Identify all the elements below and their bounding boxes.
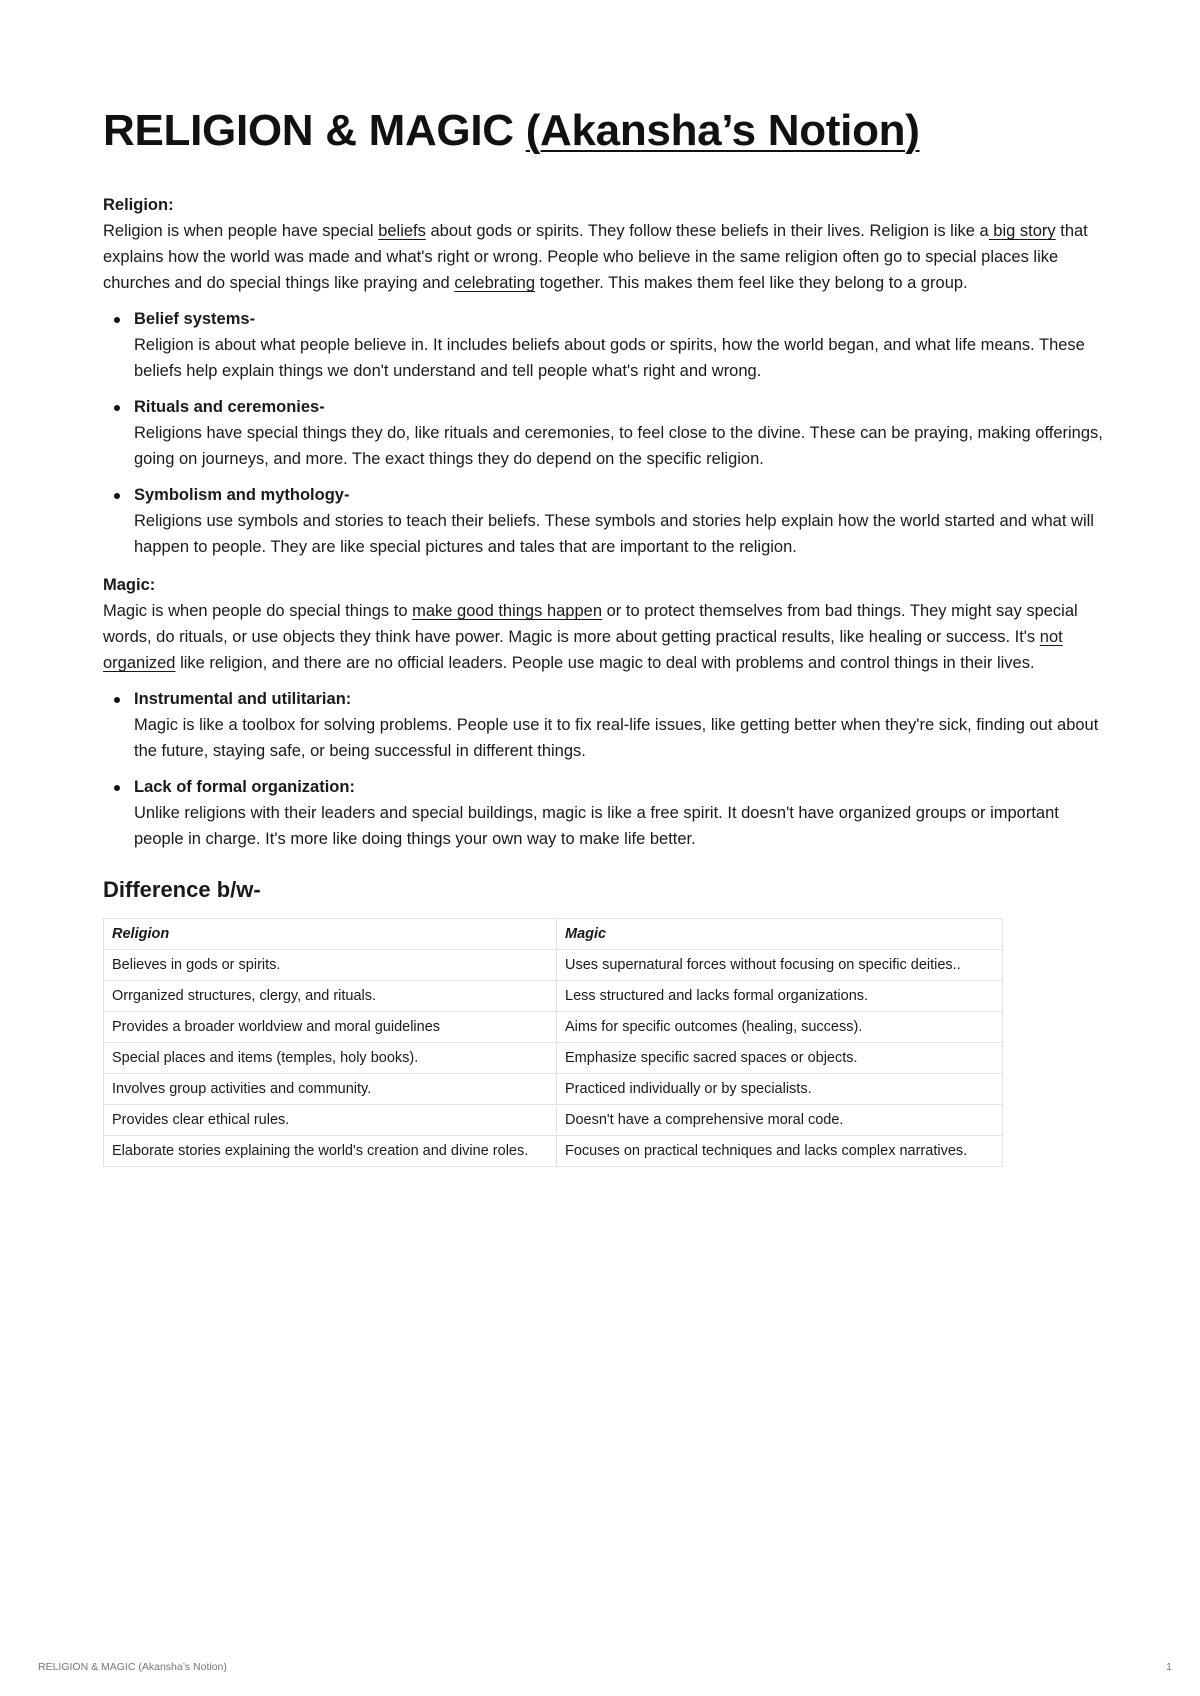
document-page: [103, 100, 1103, 1167]
religion-bullet-list: [103, 306, 1103, 560]
table-row: [104, 1136, 1003, 1167]
table-header-row: [104, 919, 1003, 950]
religion-intro-seg: together. This makes them feel like they belong to a group.: [535, 274, 968, 292]
list-item: [134, 774, 1103, 852]
table-cell: Provides a broader worldview and moral guidelines: [104, 1012, 557, 1043]
bullet-title: Belief systems-: [134, 310, 256, 328]
religion-intro-seg: about gods or spirits. They follow these beliefs in their lives. Religion is like a: [425, 222, 989, 240]
bullet-dot-icon: [114, 493, 120, 499]
bullet-title: Lack of formal organization:: [134, 778, 355, 796]
list-item: [134, 394, 1103, 472]
religion-intro: [103, 218, 1103, 296]
bullet-text: Unlike religions with their leaders and special buildings, magic is like a free spirit. It doesn't have organized groups or important people in charge. It's more like doing things your own way to make life better.: [134, 804, 1059, 848]
table-cell: Involves group activities and community.: [104, 1074, 557, 1105]
magic-intro-seg: or to protect themselves from bad things. They might say special words, do rituals, or use objects they think have power. Magic is more about getting practical results, like healing or success. It's: [103, 602, 1078, 646]
magic-intro: [103, 598, 1103, 676]
bullet-dot-icon: [114, 785, 120, 791]
bullet-text: Religions use symbols and stories to teach their beliefs. These symbols and stories help explain how the world started and what will happen to people. They are like special pictures and tales that are important to the religion.: [134, 512, 1094, 556]
table-row: [104, 1105, 1003, 1136]
table-row: [104, 950, 1003, 981]
bullet-dot-icon: [114, 405, 120, 411]
magic-bullet-list: [103, 686, 1103, 852]
bullet-text: Religions have special things they do, like rituals and ceremonies, to feel close to the divine. These can be praying, making offerings, going on journeys, and more. The exact things they do depend on the specific religion.: [134, 424, 1103, 468]
table-cell: Aims for specific outcomes (healing, success).: [557, 1012, 1003, 1043]
footer-title: RELIGION & MAGIC (Akansha’s Notion): [38, 1661, 227, 1673]
bullet-dot-icon: [114, 697, 120, 703]
table-row: [104, 1043, 1003, 1074]
page-title: [103, 100, 1103, 162]
table-cell: Less structured and lacks formal organizations.: [557, 981, 1003, 1012]
magic-intro-seg: Magic is when people do special things to: [103, 602, 413, 620]
religion-intro-seg: that explains how the world was made and what's right or wrong. People who believe in the same religion often go to special places like churches and do special things like praying and: [103, 222, 1088, 292]
magic-intro-seg: like religion, and there are no official leaders. People use magic to deal with problems and control things in their lives.: [175, 654, 1035, 672]
religion-intro-seg: Religion is when people have special: [103, 222, 379, 240]
table-cell: Special places and items (temples, holy books).: [104, 1043, 557, 1074]
religion-intro-seg: big story: [988, 222, 1056, 240]
table-row: [104, 1074, 1003, 1105]
page-number: 1: [1166, 1661, 1172, 1673]
table-cell: Focuses on practical techniques and lacks complex narratives.: [557, 1136, 1003, 1167]
table-cell: Provides clear ethical rules.: [104, 1105, 557, 1136]
religion-intro-seg: celebrating: [454, 274, 536, 292]
table-cell: Emphasize specific sacred spaces or objects.: [557, 1043, 1003, 1074]
bullet-text: Magic is like a toolbox for solving problems. People use it to fix real-life issues, like getting better when they're sick, finding out about the future, staying safe, or being successful in different things.: [134, 716, 1099, 760]
bullet-title: Symbolism and mythology-: [134, 486, 350, 504]
table-cell: Orrganized structures, clergy, and rituals.: [104, 981, 557, 1012]
list-item: [134, 306, 1103, 384]
magic-intro-seg: make good things happen: [412, 602, 603, 620]
column-header-religion: Religion: [104, 919, 557, 950]
magic-intro-seg: not organized: [103, 628, 1063, 672]
bullet-title: Rituals and ceremonies-: [134, 398, 325, 416]
table-cell: Doesn't have a comprehensive moral code.: [557, 1105, 1003, 1136]
bullet-text: Religion is about what people believe in. It includes beliefs about gods or spirits, how the world began, and what life means. These beliefs help explain things we don't understand and tell people what's right and wrong.: [134, 336, 1085, 380]
table-cell: Practiced individually or by specialists.: [557, 1074, 1003, 1105]
table-cell: Uses supernatural forces without focusing on specific deities..: [557, 950, 1003, 981]
magic-heading: Magic:: [103, 576, 156, 594]
list-item: [134, 686, 1103, 764]
table-cell: Elaborate stories explaining the world's creation and divine roles.: [104, 1136, 557, 1167]
column-header-magic: Magic: [557, 919, 1003, 950]
difference-table: [103, 918, 1003, 1167]
list-item: [134, 482, 1103, 560]
religion-heading: Religion:: [103, 196, 174, 214]
table-row: [104, 981, 1003, 1012]
title-underlined: (Akansha’s Notion): [525, 106, 920, 155]
table-cell: Believes in gods or spirits.: [104, 950, 557, 981]
bullet-title: Instrumental and utilitarian:: [134, 690, 352, 708]
difference-heading: Difference b/w-: [103, 877, 261, 902]
bullet-dot-icon: [114, 317, 120, 323]
title-main: RELIGION & MAGIC: [103, 106, 526, 155]
religion-intro-seg: beliefs: [378, 222, 426, 240]
table-row: [104, 1012, 1003, 1043]
